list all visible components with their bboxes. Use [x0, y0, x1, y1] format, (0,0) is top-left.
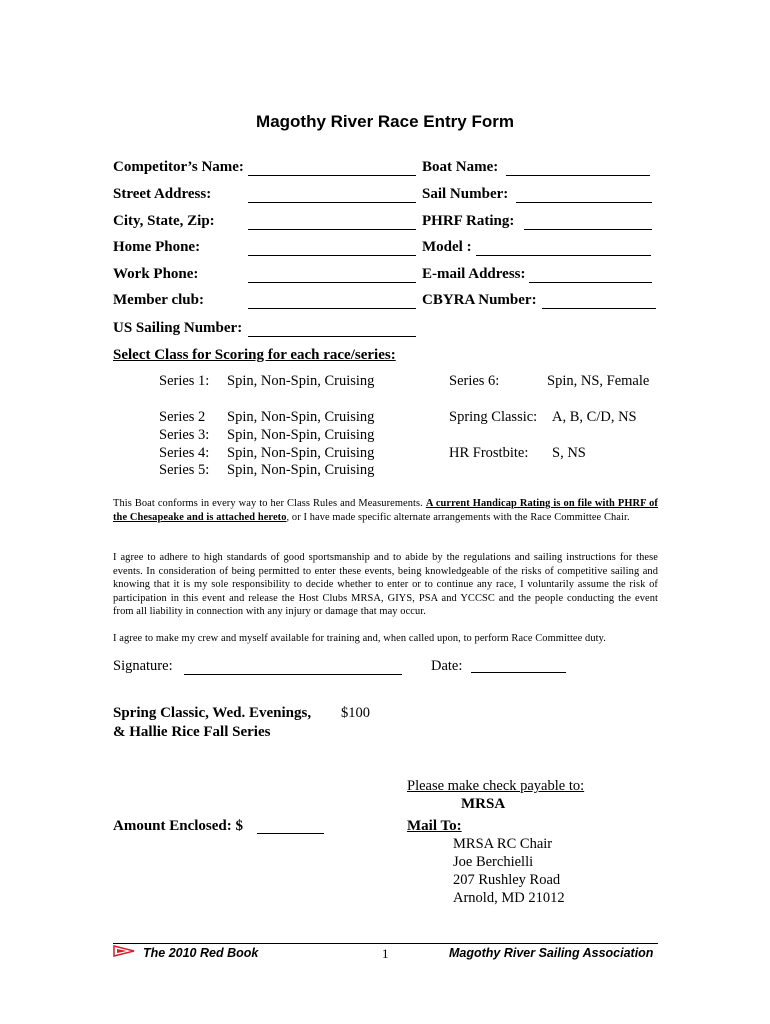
signature-label: Signature: [113, 658, 173, 674]
series-5-name: Series 5: [159, 462, 210, 478]
amount-enclosed-label: Amount Enclosed: $ [113, 818, 244, 834]
footer-rule [113, 943, 658, 944]
mail-line-3: 207 Rushley Road [453, 872, 561, 888]
hr-frostbite-name: HR Frostbite: [449, 445, 529, 461]
committee-duty-paragraph: I agree to make my crew and myself available for training and, when called upon, to perform Race Committee duty. [113, 633, 606, 644]
us-sailing-number-label: US Sailing Number: [113, 320, 243, 336]
member-club-field[interactable] [248, 296, 416, 309]
hr-frostbite-classes: S, NS [552, 445, 586, 461]
liability-paragraph: I agree to adhere to high standards of good sportsmanship and to abide by the regulations and sailing instructions for these events. In consideration of being permitted to enter these events, being knowledgeable of the risks of competitive sailing and knowing that it is my sole responsibility to decide whether to enter or to continue any race, I voluntarily assume the risk of participation in this event and release the Host Clubs MRSA, GIYS, PSA and YCCSC and the people conducting the event from all liability in connection with any injury or damage that may occur. [113, 552, 658, 617]
amount-enclosed-field[interactable] [257, 821, 324, 834]
sail-number-field[interactable] [516, 190, 652, 203]
mail-line-4: Arnold, MD 21012 [453, 890, 565, 906]
series-1-classes: Spin, Non-Spin, Cruising [227, 373, 375, 389]
footer-title: The 2010 Red Book [143, 946, 259, 960]
payee: MRSA [461, 796, 506, 812]
mail-line-1: MRSA RC Chair [453, 836, 553, 852]
series-1-name: Series 1: [159, 373, 210, 389]
work-phone-field[interactable] [248, 270, 416, 283]
competitor-name-label: Competitor’s Name: [113, 159, 244, 175]
fee-description-line2: & Hallie Rice Fall Series [113, 724, 271, 740]
series-6-classes: Spin, NS, Female [547, 373, 650, 389]
page-title: Magothy River Race Entry Form [256, 112, 514, 131]
model-label: Model : [422, 239, 472, 255]
cbyra-number-field[interactable] [542, 296, 656, 309]
mail-line-2: Joe Berchielli [453, 854, 534, 870]
boat-name-label: Boat Name: [422, 159, 499, 175]
cbyra-number-label: CBYRA Number: [422, 292, 537, 308]
series-3-classes: Spin, Non-Spin, Cruising [227, 427, 375, 443]
boat-name-field[interactable] [506, 163, 650, 176]
payable-heading: Please make check payable to: [407, 778, 585, 794]
member-club-label: Member club: [113, 292, 204, 308]
series-4-classes: Spin, Non-Spin, Cruising [227, 445, 375, 461]
sail-number-label: Sail Number: [422, 186, 509, 202]
city-state-zip-field[interactable] [248, 217, 416, 230]
fee-description-line1: Spring Classic, Wed. Evenings, [113, 705, 312, 721]
us-sailing-number-field[interactable] [248, 324, 416, 337]
series-2-name: Series 2 [159, 409, 206, 425]
city-state-zip-label: City, State, Zip: [113, 213, 215, 229]
phrf-rating-field[interactable] [524, 217, 652, 230]
spring-classic-name: Spring Classic: [449, 409, 538, 425]
street-address-field[interactable] [248, 190, 416, 203]
phrf-rating-label: PHRF Rating: [422, 213, 515, 229]
handicap-rating-statement: A current Handicap Rating is on file with PHRF of the Chesapeake and is attached hereto [113, 498, 658, 523]
date-label: Date: [431, 658, 463, 674]
conformance-text-2: , or I have made specific alternate arrangements with the Race Committee Chair. [286, 511, 630, 523]
work-phone-label: Work Phone: [113, 266, 199, 282]
series-6-name: Series 6: [449, 373, 500, 389]
signature-field[interactable] [184, 662, 402, 675]
spring-classic-classes: A, B, C/D, NS [552, 409, 637, 425]
home-phone-field[interactable] [248, 243, 416, 256]
series-2-classes: Spin, Non-Spin, Cruising [227, 409, 375, 425]
email-field[interactable] [529, 270, 652, 283]
class-heading: Select Class for Scoring for each race/series: [113, 347, 396, 363]
email-label: E-mail Address: [422, 266, 526, 282]
series-3-name: Series 3: [159, 427, 210, 443]
series-4-name: Series 4: [159, 445, 210, 461]
date-field[interactable] [471, 662, 566, 673]
burgee-icon [113, 944, 135, 962]
footer-organization: Magothy River Sailing Association [449, 946, 654, 960]
mail-to-heading: Mail To: [407, 818, 462, 834]
fee-amount: $100 [341, 705, 370, 721]
competitor-name-field[interactable] [248, 163, 416, 176]
series-5-classes: Spin, Non-Spin, Cruising [227, 462, 375, 478]
model-field[interactable] [476, 243, 651, 256]
home-phone-label: Home Phone: [113, 239, 201, 255]
street-address-label: Street Address: [113, 186, 212, 202]
conformance-text-1: This Boat conforms in every way to her Class Rules and Measurements. [113, 498, 423, 509]
conformance-paragraph [113, 497, 658, 524]
page-number: 1 [382, 946, 389, 961]
